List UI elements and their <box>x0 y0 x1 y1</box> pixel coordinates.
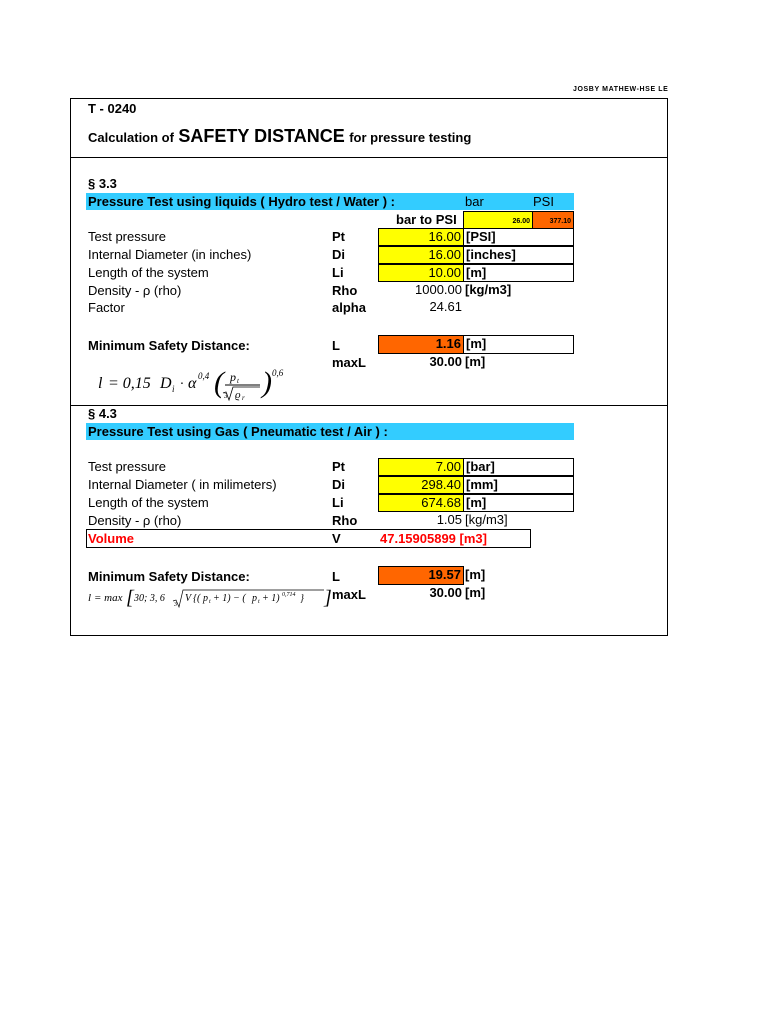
internal-diameter-symbol: Di <box>332 247 345 262</box>
max-distance-value: 30.00 <box>429 585 462 600</box>
density-unit: [kg/m3] <box>465 282 512 297</box>
section-number: § 4.3 <box>88 406 117 421</box>
section-heading: Pressure Test using liquids ( Hydro test / Water ) : <box>88 194 395 209</box>
max-distance-unit: [m] <box>465 585 486 600</box>
system-length-unit: [m] <box>463 494 574 512</box>
factor-value: 24.61 <box>429 299 462 314</box>
internal-diameter-input[interactable]: 16.00 <box>378 246 464 264</box>
gas-formula-image <box>86 585 332 611</box>
svg-text:}: } <box>300 593 304 604</box>
internal-diameter-symbol: Di <box>332 477 345 492</box>
max-distance-symbol: maxL <box>332 355 366 370</box>
test-pressure-unit: [bar] <box>463 458 574 476</box>
min-safety-distance-label: Minimum Safety Distance: <box>88 338 250 353</box>
svg-text:(: ( <box>214 366 224 399</box>
svg-text:α: α <box>188 375 197 392</box>
test-pressure-unit: [PSI] <box>463 228 574 246</box>
max-distance-unit: [m] <box>465 354 486 369</box>
svg-text:D: D <box>160 375 172 392</box>
divider <box>70 157 668 158</box>
min-safety-distance-unit: [m] <box>465 567 486 582</box>
density-symbol: Rho <box>332 283 358 298</box>
density-symbol: Rho <box>332 513 358 528</box>
section-heading: Pressure Test using Gas ( Pneumatic test / Air ) : <box>88 424 388 439</box>
svg-text:): ) <box>262 366 272 399</box>
svg-text:·: · <box>180 377 184 392</box>
title-prefix: Calculation of <box>88 130 174 145</box>
max-distance-symbol: maxL <box>332 587 366 602</box>
svg-text:= 0,15: = 0,15 <box>108 375 151 392</box>
svg-text:V: V <box>185 593 192 604</box>
internal-diameter-input[interactable]: 298.40 <box>378 476 464 494</box>
test-pressure-input[interactable]: 16.00 <box>378 228 464 246</box>
svg-text:t: t <box>209 599 211 605</box>
test-pressure-symbol: Pt <box>332 229 345 244</box>
svg-text:t: t <box>258 599 260 605</box>
internal-diameter-label: Internal Diameter ( in milimeters) <box>88 477 277 492</box>
test-pressure-symbol: Pt <box>332 459 345 474</box>
svg-text:r: r <box>242 394 245 402</box>
internal-diameter-label: Internal Diameter (in inches) <box>88 247 252 262</box>
density-unit: [kg/m3] <box>465 512 508 527</box>
svg-text:t: t <box>237 377 239 385</box>
svg-text:p: p <box>230 370 236 384</box>
svg-text:[: [ <box>126 587 134 609</box>
factor-symbol: alpha <box>332 300 366 315</box>
min-safety-distance-label: Minimum Safety Distance: <box>88 569 250 584</box>
svg-text:p: p <box>252 593 257 604</box>
svg-text:0,6: 0,6 <box>272 368 284 378</box>
max-distance-value: 30.00 <box>429 354 462 369</box>
test-pressure-label: Test pressure <box>88 459 167 474</box>
system-length-symbol: Li <box>332 265 344 280</box>
hydro-formula-image <box>92 364 322 402</box>
svg-text:{(: {( <box>193 593 201 604</box>
svg-text:+ 1): + 1) <box>262 593 280 604</box>
test-pressure-label: Test pressure <box>88 229 167 244</box>
system-length-input[interactable]: 674.68 <box>378 494 464 512</box>
title-suffix: for pressure testing <box>349 130 472 145</box>
factor-label: Factor <box>88 300 125 315</box>
svg-text:= max: = max <box>94 592 123 604</box>
min-safety-distance-symbol: L <box>332 338 340 353</box>
svg-text:3: 3 <box>224 392 228 400</box>
svg-text:0,714: 0,714 <box>282 592 296 598</box>
title-emphasis: SAFETY DISTANCE <box>178 126 345 146</box>
svg-text:l: l <box>98 375 103 392</box>
density-label: Density - ρ (rho) <box>88 513 182 528</box>
density-label: Density - ρ (rho) <box>88 283 182 298</box>
min-safety-distance-value: 1.16 <box>378 335 464 354</box>
svg-text:3: 3 <box>174 602 177 608</box>
svg-text:]: ] <box>324 587 332 609</box>
page-title <box>88 126 471 147</box>
svg-text:p: p <box>203 593 208 604</box>
svg-text:30; 3, 6: 30; 3, 6 <box>134 593 165 604</box>
min-safety-distance-unit: [m] <box>463 335 574 354</box>
system-length-symbol: Li <box>332 495 344 510</box>
min-safety-distance-value: 19.57 <box>378 566 464 585</box>
svg-text:0,4: 0,4 <box>198 371 210 381</box>
author-credit: JOSBY MATHEW-HSE LE <box>573 86 669 93</box>
section-number: § 3.3 <box>88 176 117 191</box>
system-length-label: Length of the system <box>88 265 209 280</box>
volume-label: Volume <box>88 531 134 546</box>
column-label-psi: PSI <box>533 194 554 209</box>
svg-text:i: i <box>172 384 175 394</box>
density-value: 1000.00 <box>415 282 462 297</box>
document-code: T - 0240 <box>88 101 137 116</box>
test-pressure-input[interactable]: 7.00 <box>378 458 464 476</box>
column-label-bar: bar <box>465 194 484 209</box>
svg-text:+ 1) − (: + 1) − ( <box>213 593 246 604</box>
svg-text:ϱ: ϱ <box>235 389 241 401</box>
system-length-input[interactable]: 10.00 <box>378 264 464 282</box>
system-length-label: Length of the system <box>88 495 209 510</box>
internal-diameter-unit: [inches] <box>463 246 574 264</box>
internal-diameter-unit: [mm] <box>463 476 574 494</box>
density-value: 1.05 <box>436 512 462 527</box>
psi-result: 377.10 <box>532 211 574 229</box>
conversion-label: bar to PSI <box>396 212 457 227</box>
min-safety-distance-symbol: L <box>332 569 340 584</box>
volume-symbol: V <box>332 531 341 546</box>
bar-input[interactable]: 26.00 <box>463 211 533 229</box>
svg-text:l: l <box>88 592 92 604</box>
volume-value: 47.15905899 [m3] <box>380 531 487 546</box>
system-length-unit: [m] <box>463 264 574 282</box>
divider <box>70 405 668 406</box>
